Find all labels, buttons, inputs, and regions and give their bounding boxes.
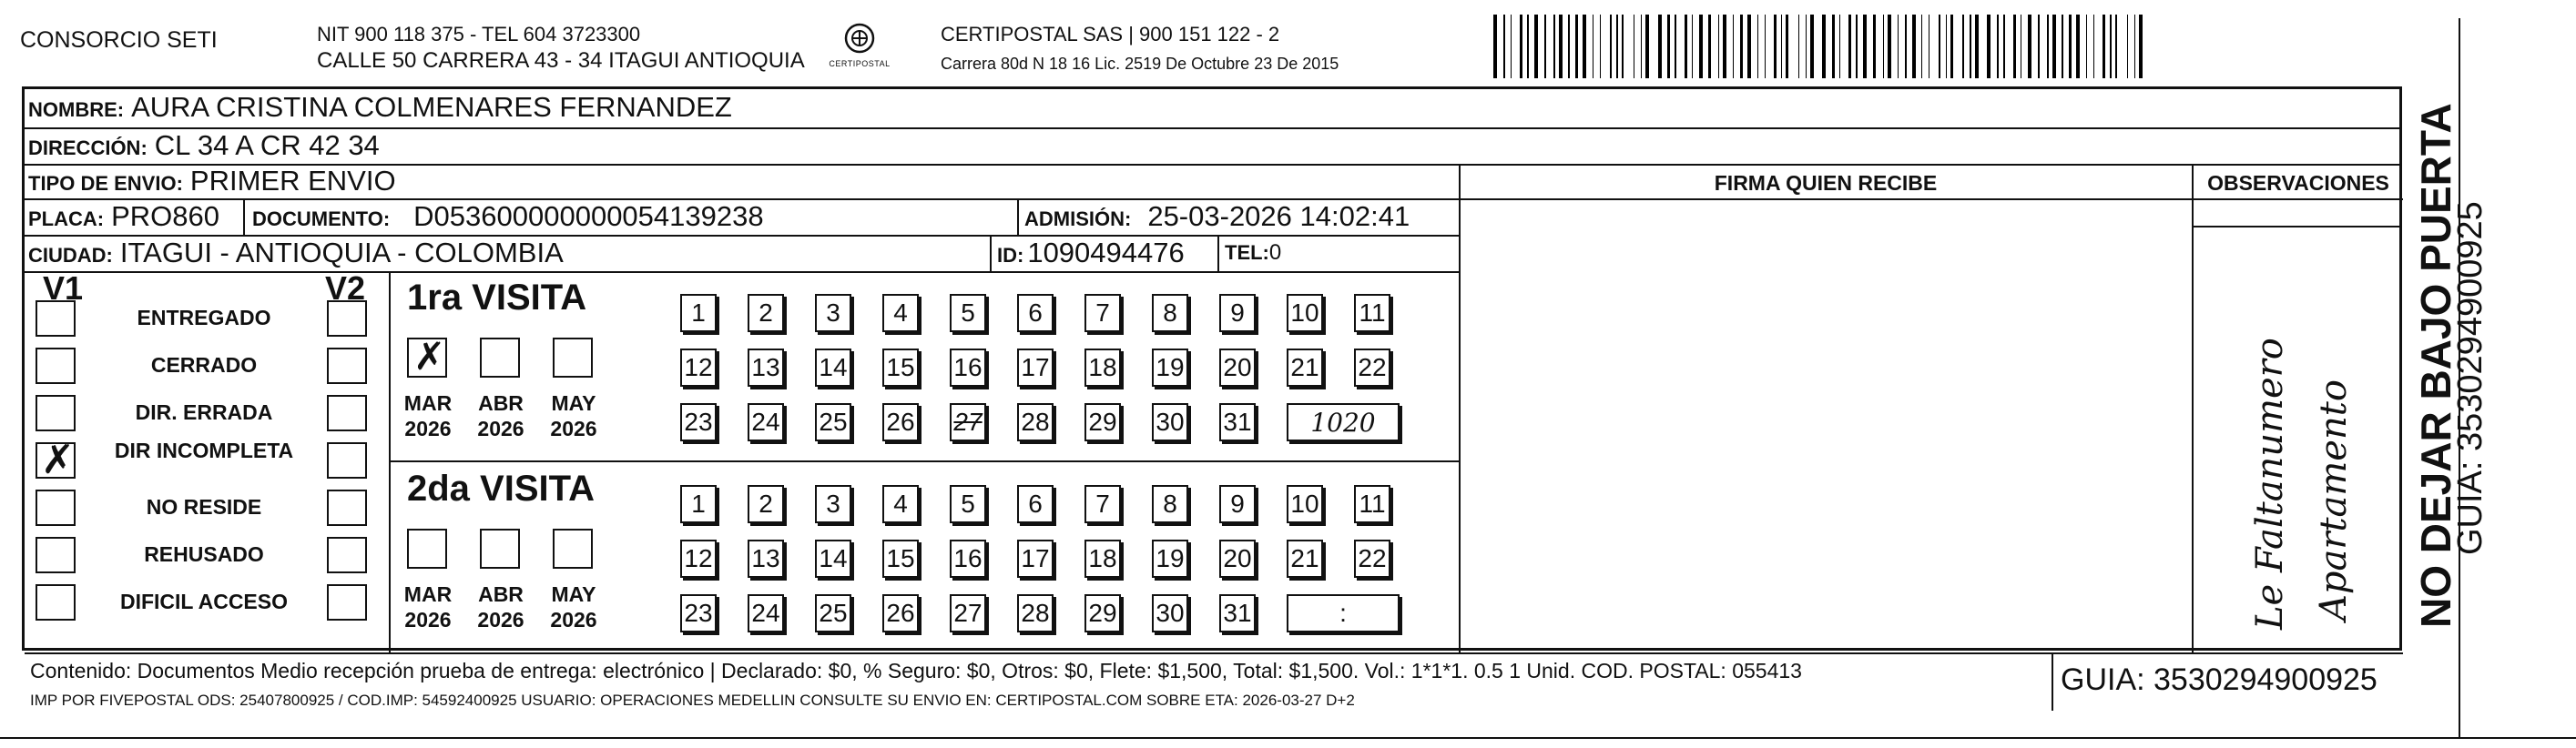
day-box[interactable]: 5 xyxy=(950,294,986,332)
barcode xyxy=(1493,15,2153,78)
day-box[interactable]: 19 xyxy=(1152,540,1188,578)
day-box[interactable]: 26 xyxy=(882,403,919,441)
day-box[interactable]: 27 xyxy=(950,403,986,441)
admision-label: ADMISIÓN: xyxy=(1024,207,1132,230)
obs-note-line-2: Apartamento xyxy=(2313,379,2355,621)
month-year: 2026 xyxy=(550,417,597,440)
day-box[interactable]: 14 xyxy=(815,540,851,578)
day-box[interactable]: 8 xyxy=(1152,294,1188,332)
day-box[interactable]: 29 xyxy=(1084,403,1121,441)
day-box[interactable]: 15 xyxy=(882,540,919,578)
barcode-gap xyxy=(2149,15,2152,78)
month-year: 2026 xyxy=(404,608,452,632)
v1-checkbox[interactable] xyxy=(36,300,76,337)
day-box[interactable]: 22 xyxy=(1354,540,1390,578)
day-box[interactable]: 2 xyxy=(748,485,784,523)
day-box[interactable]: 23 xyxy=(680,594,717,632)
license-line: Carrera 80d N 18 16 Lic. 2519 De Octubre 23 De 2015 xyxy=(941,55,1339,73)
placa-value: PRO860 xyxy=(111,200,220,232)
direccion-label: DIRECCIÓN: xyxy=(28,136,148,159)
status-label: REHUSADO xyxy=(144,542,264,566)
v2-checkbox[interactable] xyxy=(327,490,367,526)
v2-label: V2 xyxy=(325,269,366,307)
day-box[interactable]: 9 xyxy=(1219,485,1256,523)
placa-row xyxy=(28,200,219,233)
tipo-value: PRIMER ENVIO xyxy=(189,165,396,197)
day-box[interactable]: 16 xyxy=(950,349,986,387)
v1-checkbox[interactable] xyxy=(36,348,76,384)
status-label: NO RESIDE xyxy=(146,495,262,519)
status-label: DIR. ERRADA xyxy=(135,400,273,424)
status-label: DIFICIL ACCESO xyxy=(119,590,288,613)
day-box[interactable]: 28 xyxy=(1017,594,1054,632)
v2-checkbox[interactable] xyxy=(327,348,367,384)
day-box[interactable]: 11 xyxy=(1354,294,1390,332)
direccion-row xyxy=(28,129,380,162)
v2-checkbox[interactable] xyxy=(327,300,367,337)
day-box[interactable]: 26 xyxy=(882,594,919,632)
tel-label: TEL: xyxy=(1225,241,1269,264)
id-value: 1090494476 xyxy=(1027,237,1185,268)
day-box[interactable]: 12 xyxy=(680,349,717,387)
side-guia: GUIA: 3530294900925 xyxy=(2451,201,2489,555)
month-name: ABR xyxy=(478,391,524,415)
day-box[interactable]: 31 xyxy=(1219,594,1256,632)
day-box[interactable]: 24 xyxy=(748,403,784,441)
day-box[interactable]: 3 xyxy=(815,485,851,523)
logo-emblem-icon xyxy=(840,22,879,55)
bottom-edge xyxy=(0,737,2576,739)
footer-impresion: IMP POR FIVEPOSTAL ODS: 25407800925 / COD.IMP: 54592400925 USUARIO: OPERACIONES MEDELLIN CONSULTE SU ENVIO EN: CERTIPOSTAL.COM SOBRE ETA: 2026-03-27 D+2 xyxy=(30,692,1355,709)
tel-row xyxy=(1225,240,1281,266)
nit-line: NIT 900 118 375 - TEL 604 3723300 xyxy=(317,23,641,45)
time-box[interactable]: 1020 xyxy=(1287,403,1400,441)
month-checkbox[interactable] xyxy=(480,529,520,569)
month-checkbox[interactable] xyxy=(553,529,593,569)
nombre-label: NOMBRE: xyxy=(28,98,125,121)
v2-checkbox[interactable] xyxy=(327,442,367,479)
day-box[interactable]: 4 xyxy=(882,485,919,523)
month-label xyxy=(396,390,460,441)
day-box[interactable]: 19 xyxy=(1152,349,1188,387)
observaciones-area xyxy=(2194,229,2402,650)
divider xyxy=(1459,164,1461,652)
visit-title: 1ra VISITA xyxy=(407,278,587,318)
day-box[interactable]: 4 xyxy=(882,294,919,332)
month-name: ABR xyxy=(478,582,524,606)
day-box[interactable]: 23 xyxy=(680,403,717,441)
day-box[interactable]: 25 xyxy=(815,403,851,441)
day-box[interactable]: 18 xyxy=(1084,540,1121,578)
v2-checkbox[interactable] xyxy=(327,395,367,431)
ciudad-row xyxy=(28,237,564,269)
tipo-row xyxy=(28,165,396,197)
v1-checkbox[interactable] xyxy=(36,584,76,621)
day-box[interactable]: 20 xyxy=(1219,349,1256,387)
day-box[interactable]: 13 xyxy=(748,349,784,387)
divider xyxy=(1017,198,1019,235)
side-warning: NO DEJAR BAJO PUERTA xyxy=(2412,103,2459,628)
day-box[interactable]: 7 xyxy=(1084,294,1121,332)
month-label xyxy=(542,581,606,632)
day-box[interactable]: 22 xyxy=(1354,349,1390,387)
day-box[interactable]: 1 xyxy=(680,294,717,332)
day-box[interactable]: 18 xyxy=(1084,349,1121,387)
day-box[interactable]: 29 xyxy=(1084,594,1121,632)
v1-checkbox[interactable] xyxy=(36,395,76,431)
documento-row xyxy=(252,200,764,233)
status-label: DIR INCOMPLETA xyxy=(114,439,294,462)
day-box[interactable]: 9 xyxy=(1219,294,1256,332)
divider xyxy=(1217,235,1219,271)
ciudad-value: ITAGUI - ANTIOQUIA - COLOMBIA xyxy=(119,237,564,268)
day-box[interactable]: 21 xyxy=(1287,540,1323,578)
divider xyxy=(389,460,1459,462)
day-box[interactable]: 30 xyxy=(1152,403,1188,441)
month-year: 2026 xyxy=(477,608,524,632)
day-box[interactable]: 17 xyxy=(1017,540,1054,578)
admision-value: 25-03-2026 14:02:41 xyxy=(1147,200,1410,232)
documento-label: DOCUMENTO: xyxy=(252,207,391,230)
day-box[interactable]: 6 xyxy=(1017,294,1054,332)
divider xyxy=(25,271,1459,273)
divider xyxy=(2052,652,2053,711)
day-box[interactable]: 27 xyxy=(950,594,986,632)
firma-header: FIRMA QUIEN RECIBE xyxy=(1714,171,1938,195)
carrier-line: CERTIPOSTAL SAS | 900 151 122 - 2 xyxy=(941,23,1280,45)
day-box[interactable]: 10 xyxy=(1287,485,1323,523)
tipo-label: TIPO DE ENVIO: xyxy=(28,172,183,195)
visit-title: 2da VISITA xyxy=(407,469,595,509)
v1-checkbox[interactable] xyxy=(36,490,76,526)
month-label xyxy=(396,581,460,632)
day-box[interactable]: 31 xyxy=(1219,403,1256,441)
day-box[interactable]: 25 xyxy=(815,594,851,632)
tel-value: 0 xyxy=(1268,240,1282,265)
month-year: 2026 xyxy=(477,417,524,440)
footer-contenido: Contenido: Documentos Medio recepción prueba de entrega: electrónico | Declarado: $0, % Seguro: $0, Otros: $0, Flete: $1,500, Total: $1,500. Vol.: 1*1*1. 0.5 1 Unid. COD. POSTAL: 055413 xyxy=(30,659,1802,682)
nombre-value: AURA CRISTINA COLMENARES FERNANDEZ xyxy=(131,91,732,123)
month-checkbox[interactable] xyxy=(407,338,447,378)
divider xyxy=(25,127,2399,129)
v2-checkbox[interactable] xyxy=(327,584,367,621)
id-row xyxy=(997,237,1185,269)
day-box[interactable]: 14 xyxy=(815,349,851,387)
month-checkbox[interactable] xyxy=(407,529,447,569)
ciudad-label: CIUDAD: xyxy=(28,244,113,267)
month-name: MAY xyxy=(551,582,596,606)
day-box[interactable]: 1 xyxy=(680,485,717,523)
v2-checkbox[interactable] xyxy=(327,537,367,573)
day-box[interactable]: 10 xyxy=(1287,294,1323,332)
divider xyxy=(243,198,245,235)
month-year: 2026 xyxy=(404,417,452,440)
month-label xyxy=(542,390,606,441)
certipostal-logo xyxy=(824,22,895,76)
signature-area[interactable] xyxy=(1463,202,2188,650)
month-checkbox[interactable] xyxy=(480,338,520,378)
divider xyxy=(2192,226,2401,227)
status-label: ENTREGADO xyxy=(137,306,271,329)
direccion-value: CL 34 A CR 42 34 xyxy=(154,129,380,161)
time-box[interactable]: : xyxy=(1287,594,1400,632)
day-box[interactable]: 6 xyxy=(1017,485,1054,523)
day-box[interactable]: 28 xyxy=(1017,403,1054,441)
obs-note-line-1: Le Faltanumero xyxy=(2249,338,2291,630)
logo-text: CERTIPOSTAL xyxy=(829,59,891,68)
admision-row xyxy=(1024,200,1410,233)
month-label xyxy=(469,390,533,441)
day-box[interactable]: 16 xyxy=(950,540,986,578)
delivery-form xyxy=(22,86,2402,709)
day-box[interactable]: 12 xyxy=(680,540,717,578)
month-name: MAY xyxy=(551,391,596,415)
month-name: MAR xyxy=(403,391,453,415)
month-year: 2026 xyxy=(550,608,597,632)
day-box[interactable]: 13 xyxy=(748,540,784,578)
day-box[interactable]: 21 xyxy=(1287,349,1323,387)
day-box[interactable]: 11 xyxy=(1354,485,1390,523)
id-label: ID: xyxy=(997,244,1024,267)
v1-checkbox[interactable] xyxy=(36,537,76,573)
placa-label: PLACA: xyxy=(28,207,105,230)
day-box[interactable]: 17 xyxy=(1017,349,1054,387)
documento-value: D053600000000054139238 xyxy=(413,200,764,232)
day-box[interactable]: 30 xyxy=(1152,594,1188,632)
month-label xyxy=(469,581,533,632)
nombre-row xyxy=(28,91,732,124)
month-checkbox[interactable] xyxy=(553,338,593,378)
company-name: CONSORCIO SETI xyxy=(20,27,218,53)
status-label: CERRADO xyxy=(150,353,258,377)
divider xyxy=(2192,164,2194,652)
day-box[interactable]: 15 xyxy=(882,349,919,387)
divider xyxy=(990,235,992,271)
address-line: CALLE 50 CARRERA 43 - 34 ITAGUI ANTIOQUIA xyxy=(317,48,805,73)
month-name: MAR xyxy=(403,582,453,606)
v1-checkbox[interactable] xyxy=(36,442,76,479)
day-box[interactable]: 20 xyxy=(1219,540,1256,578)
day-box[interactable]: 24 xyxy=(748,594,784,632)
day-box[interactable]: 3 xyxy=(815,294,851,332)
day-box[interactable]: 7 xyxy=(1084,485,1121,523)
observaciones-header: OBSERVACIONES xyxy=(2207,171,2389,195)
day-box[interactable]: 5 xyxy=(950,485,986,523)
day-box[interactable]: 2 xyxy=(748,294,784,332)
v1-label: V1 xyxy=(43,269,84,307)
day-box[interactable]: 8 xyxy=(1152,485,1188,523)
footer-guia: GUIA: 3530294900925 xyxy=(2061,662,2377,697)
divider xyxy=(25,652,2403,654)
